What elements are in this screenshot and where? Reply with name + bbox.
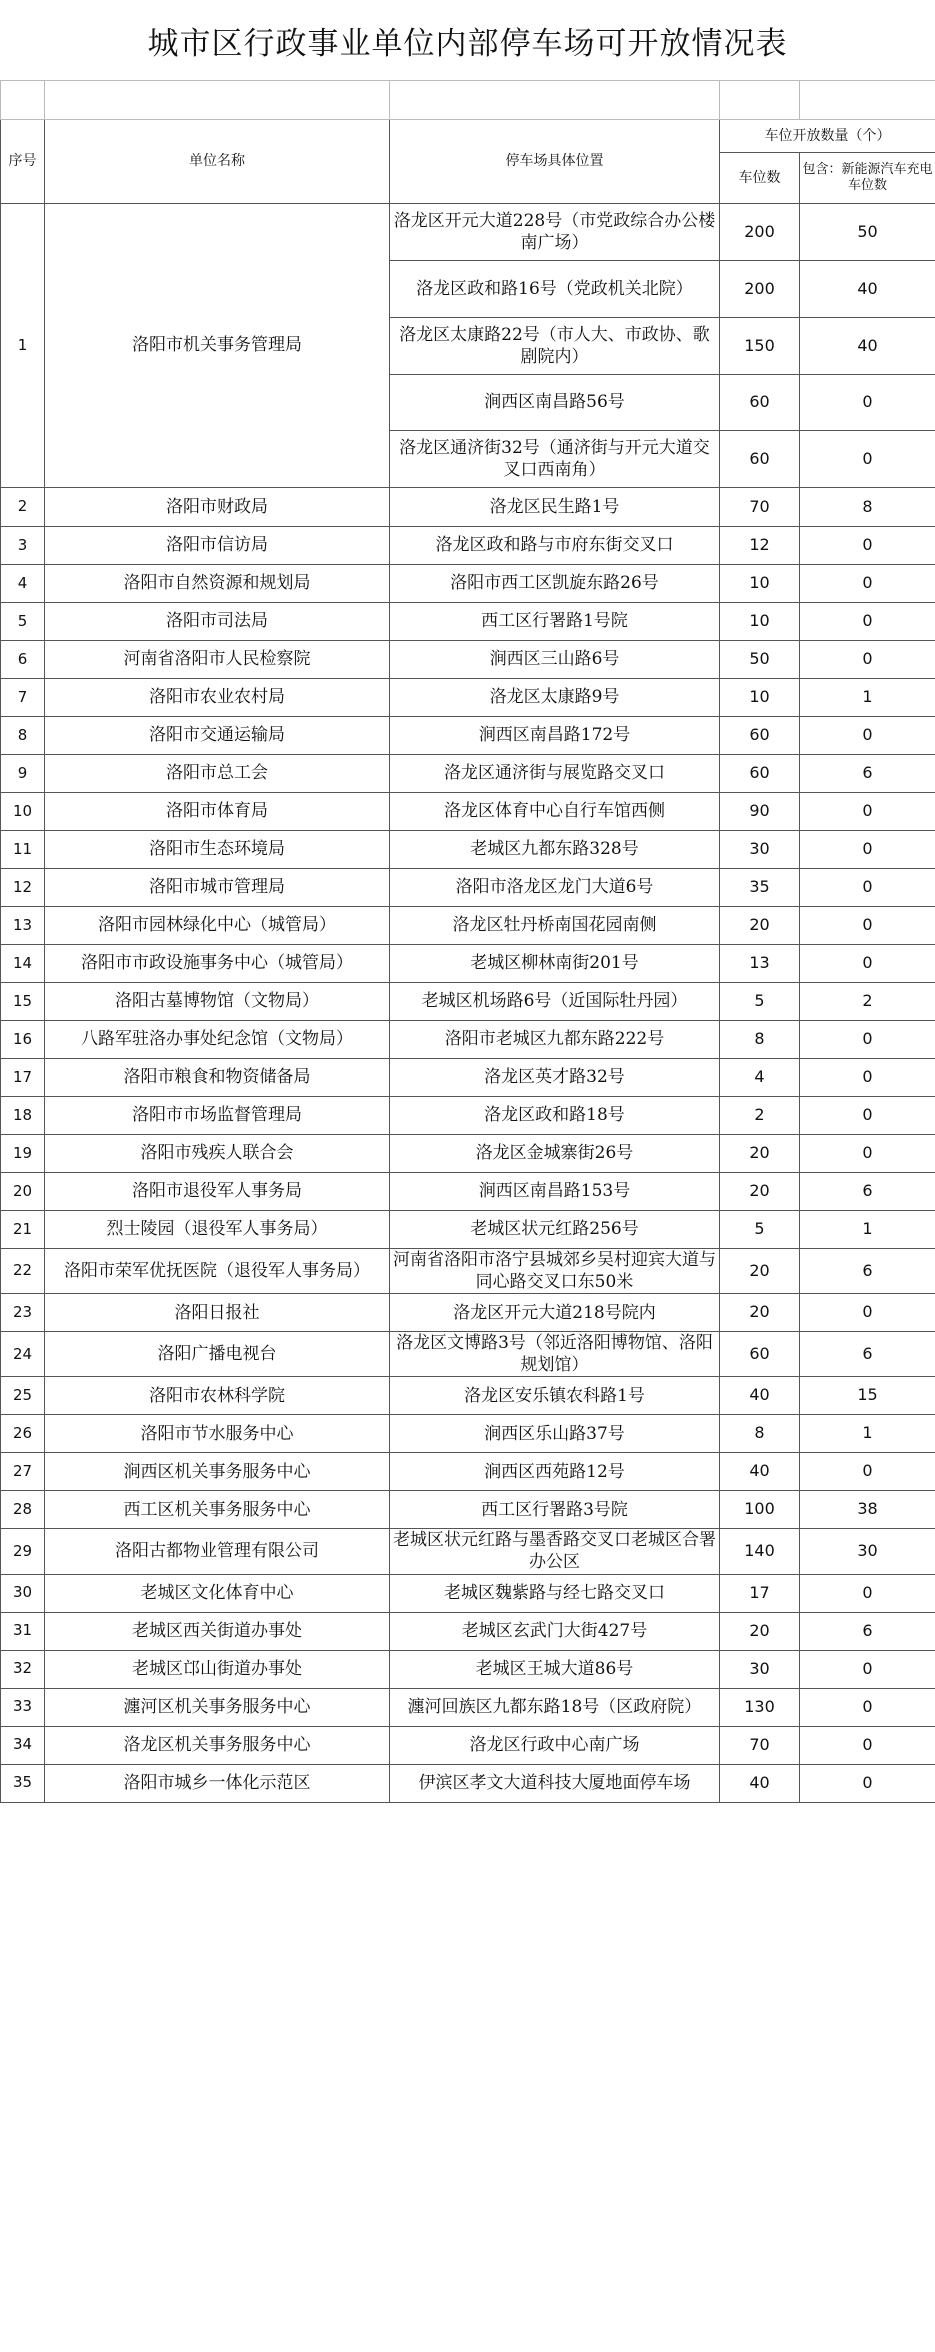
row-number: 23 xyxy=(1,1294,45,1332)
parking-spaces: 4 xyxy=(720,1059,800,1097)
row-number: 35 xyxy=(1,1764,45,1802)
parking-spaces: 40 xyxy=(720,1764,800,1802)
unit-name: 洛阳市农林科学院 xyxy=(45,1377,390,1415)
unit-name: 洛阳市财政局 xyxy=(45,488,390,527)
ev-charging-spaces: 38 xyxy=(800,1491,935,1529)
parking-location: 洛龙区开元大道228号（市党政综合办公楼南广场） xyxy=(390,204,720,261)
row-number: 31 xyxy=(1,1612,45,1650)
ev-charging-spaces: 0 xyxy=(800,793,935,831)
unit-name: 洛阳市城乡一体化示范区 xyxy=(45,1764,390,1802)
parking-location: 老城区状元红路与墨香路交叉口老城区合署办公区 xyxy=(390,1529,720,1574)
parking-spaces: 20 xyxy=(720,1135,800,1173)
table-row xyxy=(1,1726,935,1764)
unit-name: 洛阳市总工会 xyxy=(45,755,390,793)
ev-charging-spaces: 0 xyxy=(800,717,935,755)
unit-name: 洛阳市农业农村局 xyxy=(45,679,390,717)
parking-spaces: 12 xyxy=(720,527,800,565)
unit-name: 洛阳市体育局 xyxy=(45,793,390,831)
unit-name: 洛阳市自然资源和规划局 xyxy=(45,565,390,603)
unit-name: 洛龙区机关事务服务中心 xyxy=(45,1726,390,1764)
unit-name: 洛阳古都物业管理有限公司 xyxy=(45,1529,390,1574)
parking-spaces: 60 xyxy=(720,1332,800,1377)
unit-name: 河南省洛阳市人民检察院 xyxy=(45,641,390,679)
header-ev-spaces: 包含：新能源汽车充电车位数 xyxy=(800,153,935,204)
table-row xyxy=(1,204,935,261)
row-number: 32 xyxy=(1,1650,45,1688)
parking-location: 涧西区南昌路56号 xyxy=(390,375,720,431)
parking-location: 洛龙区牡丹桥南国花园南侧 xyxy=(390,907,720,945)
header-location: 停车场具体位置 xyxy=(390,120,720,204)
parking-spaces: 5 xyxy=(720,1211,800,1249)
parking-spaces: 100 xyxy=(720,1491,800,1529)
table-row xyxy=(1,488,935,527)
ev-charging-spaces: 6 xyxy=(800,1173,935,1211)
table-row xyxy=(1,945,935,983)
blank-row xyxy=(1,81,935,120)
ev-charging-spaces: 40 xyxy=(800,318,935,375)
parking-location: 洛龙区文博路3号（邻近洛阳博物馆、洛阳规划馆） xyxy=(390,1332,720,1377)
row-number: 20 xyxy=(1,1173,45,1211)
parking-spaces: 90 xyxy=(720,793,800,831)
ev-charging-spaces: 40 xyxy=(800,261,935,318)
header-open-count: 车位开放数量（个） xyxy=(720,120,935,153)
unit-name: 洛阳市园林绿化中心（城管局） xyxy=(45,907,390,945)
row-number: 12 xyxy=(1,869,45,907)
parking-location: 西工区行署路1号院 xyxy=(390,603,720,641)
table-row xyxy=(1,603,935,641)
ev-charging-spaces: 6 xyxy=(800,1612,935,1650)
ev-charging-spaces: 0 xyxy=(800,641,935,679)
parking-location: 涧西区西苑路12号 xyxy=(390,1453,720,1491)
table-row xyxy=(1,1688,935,1726)
ev-charging-spaces: 0 xyxy=(800,565,935,603)
ev-charging-spaces: 6 xyxy=(800,1249,935,1294)
row-number: 17 xyxy=(1,1059,45,1097)
unit-name: 洛阳市市政设施事务中心（城管局） xyxy=(45,945,390,983)
table-row xyxy=(1,1612,935,1650)
unit-name: 洛阳市生态环境局 xyxy=(45,831,390,869)
parking-location: 老城区王城大道86号 xyxy=(390,1650,720,1688)
parking-location: 老城区状元红路256号 xyxy=(390,1211,720,1249)
unit-name: 洛阳市信访局 xyxy=(45,527,390,565)
table-row xyxy=(1,793,935,831)
parking-location: 洛龙区太康路22号（市人大、市政协、歌剧院内） xyxy=(390,318,720,375)
parking-location: 洛龙区太康路9号 xyxy=(390,679,720,717)
row-number: 30 xyxy=(1,1574,45,1612)
parking-location: 老城区柳林南街201号 xyxy=(390,945,720,983)
row-number: 33 xyxy=(1,1688,45,1726)
unit-name: 八路军驻洛办事处纪念馆（文物局） xyxy=(45,1021,390,1059)
row-number: 27 xyxy=(1,1453,45,1491)
parking-spaces: 13 xyxy=(720,945,800,983)
parking-location: 老城区机场路6号（近国际牡丹园） xyxy=(390,983,720,1021)
unit-name: 烈士陵园（退役军人事务局） xyxy=(45,1211,390,1249)
parking-spaces: 40 xyxy=(720,1453,800,1491)
row-number: 19 xyxy=(1,1135,45,1173)
row-number: 28 xyxy=(1,1491,45,1529)
parking-location: 洛龙区行政中心南广场 xyxy=(390,1726,720,1764)
unit-name: 洛阳市荣军优抚医院（退役军人事务局） xyxy=(45,1249,390,1294)
table-row xyxy=(1,1529,935,1574)
parking-spaces: 10 xyxy=(720,679,800,717)
parking-spaces: 60 xyxy=(720,431,800,488)
ev-charging-spaces: 6 xyxy=(800,1332,935,1377)
parking-location: 瀍河回族区九都东路18号（区政府院） xyxy=(390,1688,720,1726)
ev-charging-spaces: 30 xyxy=(800,1529,935,1574)
unit-name: 洛阳广播电视台 xyxy=(45,1332,390,1377)
parking-spaces: 200 xyxy=(720,204,800,261)
table-row xyxy=(1,1650,935,1688)
table-row xyxy=(1,1377,935,1415)
table-row xyxy=(1,1173,935,1211)
ev-charging-spaces: 50 xyxy=(800,204,935,261)
ev-charging-spaces: 0 xyxy=(800,1453,935,1491)
parking-location: 洛龙区金城寨街26号 xyxy=(390,1135,720,1173)
ev-charging-spaces: 0 xyxy=(800,1726,935,1764)
table-row xyxy=(1,1415,935,1453)
unit-name: 洛阳市司法局 xyxy=(45,603,390,641)
parking-location: 洛阳市西工区凯旋东路26号 xyxy=(390,565,720,603)
header-no: 序号 xyxy=(1,120,45,204)
parking-spaces: 20 xyxy=(720,1249,800,1294)
parking-spaces: 20 xyxy=(720,1173,800,1211)
parking-location: 洛龙区政和路与市府东街交叉口 xyxy=(390,527,720,565)
table-row xyxy=(1,907,935,945)
row-number: 3 xyxy=(1,527,45,565)
ev-charging-spaces: 0 xyxy=(800,945,935,983)
parking-spaces: 35 xyxy=(720,869,800,907)
unit-name: 老城区西关街道办事处 xyxy=(45,1612,390,1650)
unit-name: 洛阳市节水服务中心 xyxy=(45,1415,390,1453)
row-number: 8 xyxy=(1,717,45,755)
unit-name: 瀍河区机关事务服务中心 xyxy=(45,1688,390,1726)
parking-spaces: 50 xyxy=(720,641,800,679)
parking-location: 洛龙区通济街32号（通济街与开元大道交叉口西南角） xyxy=(390,431,720,488)
table-row xyxy=(1,641,935,679)
parking-spaces: 30 xyxy=(720,831,800,869)
parking-spaces: 60 xyxy=(720,755,800,793)
ev-charging-spaces: 8 xyxy=(800,488,935,527)
parking-location: 洛龙区英才路32号 xyxy=(390,1059,720,1097)
parking-spaces: 20 xyxy=(720,907,800,945)
ev-charging-spaces: 1 xyxy=(800,1211,935,1249)
table-row xyxy=(1,1453,935,1491)
parking-location: 洛龙区通济街与展览路交叉口 xyxy=(390,755,720,793)
parking-location: 洛龙区政和路18号 xyxy=(390,1097,720,1135)
unit-name: 老城区文化体育中心 xyxy=(45,1574,390,1612)
ev-charging-spaces: 2 xyxy=(800,983,935,1021)
ev-charging-spaces: 0 xyxy=(800,375,935,431)
unit-name: 洛阳市交通运输局 xyxy=(45,717,390,755)
table-row xyxy=(1,1135,935,1173)
row-number: 13 xyxy=(1,907,45,945)
header-spaces: 车位数 xyxy=(720,153,800,204)
parking-spaces: 70 xyxy=(720,1726,800,1764)
unit-name: 洛阳市城市管理局 xyxy=(45,869,390,907)
row-number: 6 xyxy=(1,641,45,679)
parking-location: 洛龙区民生路1号 xyxy=(390,488,720,527)
row-number: 34 xyxy=(1,1726,45,1764)
ev-charging-spaces: 0 xyxy=(800,1097,935,1135)
unit-name: 涧西区机关事务服务中心 xyxy=(45,1453,390,1491)
table-row xyxy=(1,1294,935,1332)
parking-spaces: 5 xyxy=(720,983,800,1021)
row-number: 10 xyxy=(1,793,45,831)
unit-name: 西工区机关事务服务中心 xyxy=(45,1491,390,1529)
parking-spaces: 200 xyxy=(720,261,800,318)
page-title: 城市区行政事业单位内部停车场可开放情况表 xyxy=(147,25,788,62)
ev-charging-spaces: 0 xyxy=(800,527,935,565)
row-number: 2 xyxy=(1,488,45,527)
parking-location: 洛龙区政和路16号（党政机关北院） xyxy=(390,261,720,318)
parking-location: 洛龙区开元大道218号院内 xyxy=(390,1294,720,1332)
row-number: 9 xyxy=(1,755,45,793)
unit-name: 洛阳市退役军人事务局 xyxy=(45,1173,390,1211)
table-row xyxy=(1,1059,935,1097)
parking-spaces: 20 xyxy=(720,1294,800,1332)
parking-location: 洛龙区安乐镇农科路1号 xyxy=(390,1377,720,1415)
parking-spaces: 70 xyxy=(720,488,800,527)
parking-location: 河南省洛阳市洛宁县城郊乡吴村迎宾大道与同心路交叉口东50米 xyxy=(390,1249,720,1294)
ev-charging-spaces: 1 xyxy=(800,679,935,717)
table-row xyxy=(1,1764,935,1802)
row-number: 24 xyxy=(1,1332,45,1377)
parking-location: 老城区魏紫路与经七路交叉口 xyxy=(390,1574,720,1612)
table-row xyxy=(1,1021,935,1059)
table-row xyxy=(1,527,935,565)
ev-charging-spaces: 0 xyxy=(800,869,935,907)
row-number: 26 xyxy=(1,1415,45,1453)
parking-location: 西工区行署路3号院 xyxy=(390,1491,720,1529)
ev-charging-spaces: 0 xyxy=(800,831,935,869)
ev-charging-spaces: 1 xyxy=(800,1415,935,1453)
ev-charging-spaces: 0 xyxy=(800,1574,935,1612)
unit-name: 洛阳市机关事务管理局 xyxy=(45,204,390,488)
table-row xyxy=(1,679,935,717)
parking-spaces: 8 xyxy=(720,1021,800,1059)
parking-spaces: 30 xyxy=(720,1650,800,1688)
parking-spaces: 130 xyxy=(720,1688,800,1726)
parking-location: 伊滨区孝文大道科技大厦地面停车场 xyxy=(390,1764,720,1802)
row-number: 15 xyxy=(1,983,45,1021)
row-number: 4 xyxy=(1,565,45,603)
unit-name: 洛阳市残疾人联合会 xyxy=(45,1135,390,1173)
table-row xyxy=(1,1332,935,1377)
row-number: 11 xyxy=(1,831,45,869)
ev-charging-spaces: 0 xyxy=(800,431,935,488)
row-number: 25 xyxy=(1,1377,45,1415)
header-row-1 xyxy=(1,120,935,153)
ev-charging-spaces: 0 xyxy=(800,1294,935,1332)
parking-spaces: 17 xyxy=(720,1574,800,1612)
table-row xyxy=(1,717,935,755)
table-row xyxy=(1,983,935,1021)
parking-spaces: 60 xyxy=(720,717,800,755)
header-unit: 单位名称 xyxy=(45,120,390,204)
ev-charging-spaces: 0 xyxy=(800,1059,935,1097)
row-number: 18 xyxy=(1,1097,45,1135)
row-number: 29 xyxy=(1,1529,45,1574)
ev-charging-spaces: 0 xyxy=(800,1688,935,1726)
table-row xyxy=(1,869,935,907)
unit-name: 洛阳市粮食和物资储备局 xyxy=(45,1059,390,1097)
ev-charging-spaces: 6 xyxy=(800,755,935,793)
parking-spaces: 20 xyxy=(720,1612,800,1650)
ev-charging-spaces: 0 xyxy=(800,907,935,945)
parking-location: 涧西区三山路6号 xyxy=(390,641,720,679)
ev-charging-spaces: 0 xyxy=(800,1650,935,1688)
parking-location: 洛龙区体育中心自行车馆西侧 xyxy=(390,793,720,831)
table-row xyxy=(1,755,935,793)
row-number: 7 xyxy=(1,679,45,717)
unit-name: 洛阳日报社 xyxy=(45,1294,390,1332)
table-row xyxy=(1,565,935,603)
ev-charging-spaces: 0 xyxy=(800,1135,935,1173)
table-row xyxy=(1,1097,935,1135)
row-number: 22 xyxy=(1,1249,45,1294)
ev-charging-spaces: 0 xyxy=(800,1764,935,1802)
table-row xyxy=(1,1211,935,1249)
parking-location: 涧西区乐山路37号 xyxy=(390,1415,720,1453)
parking-location: 涧西区南昌路172号 xyxy=(390,717,720,755)
parking-spaces: 8 xyxy=(720,1415,800,1453)
ev-charging-spaces: 0 xyxy=(800,1021,935,1059)
parking-spaces: 140 xyxy=(720,1529,800,1574)
table-row xyxy=(1,1491,935,1529)
row-number: 14 xyxy=(1,945,45,983)
parking-spaces: 150 xyxy=(720,318,800,375)
parking-location: 洛阳市老城区九都东路222号 xyxy=(390,1021,720,1059)
row-number: 1 xyxy=(1,204,45,488)
row-number: 5 xyxy=(1,603,45,641)
unit-name: 老城区邙山街道办事处 xyxy=(45,1650,390,1688)
table-row xyxy=(1,1249,935,1294)
row-number: 21 xyxy=(1,1211,45,1249)
parking-table xyxy=(0,80,935,1803)
ev-charging-spaces: 15 xyxy=(800,1377,935,1415)
parking-location: 涧西区南昌路153号 xyxy=(390,1173,720,1211)
table-row xyxy=(1,831,935,869)
parking-spaces: 40 xyxy=(720,1377,800,1415)
parking-location: 老城区九都东路328号 xyxy=(390,831,720,869)
parking-location: 老城区玄武门大街427号 xyxy=(390,1612,720,1650)
parking-spaces: 10 xyxy=(720,565,800,603)
parking-spaces: 60 xyxy=(720,375,800,431)
parking-spaces: 2 xyxy=(720,1097,800,1135)
unit-name: 洛阳古墓博物馆（文物局） xyxy=(45,983,390,1021)
ev-charging-spaces: 0 xyxy=(800,603,935,641)
table-row xyxy=(1,1574,935,1612)
row-number: 16 xyxy=(1,1021,45,1059)
unit-name: 洛阳市市场监督管理局 xyxy=(45,1097,390,1135)
parking-location: 洛阳市洛龙区龙门大道6号 xyxy=(390,869,720,907)
parking-spaces: 10 xyxy=(720,603,800,641)
